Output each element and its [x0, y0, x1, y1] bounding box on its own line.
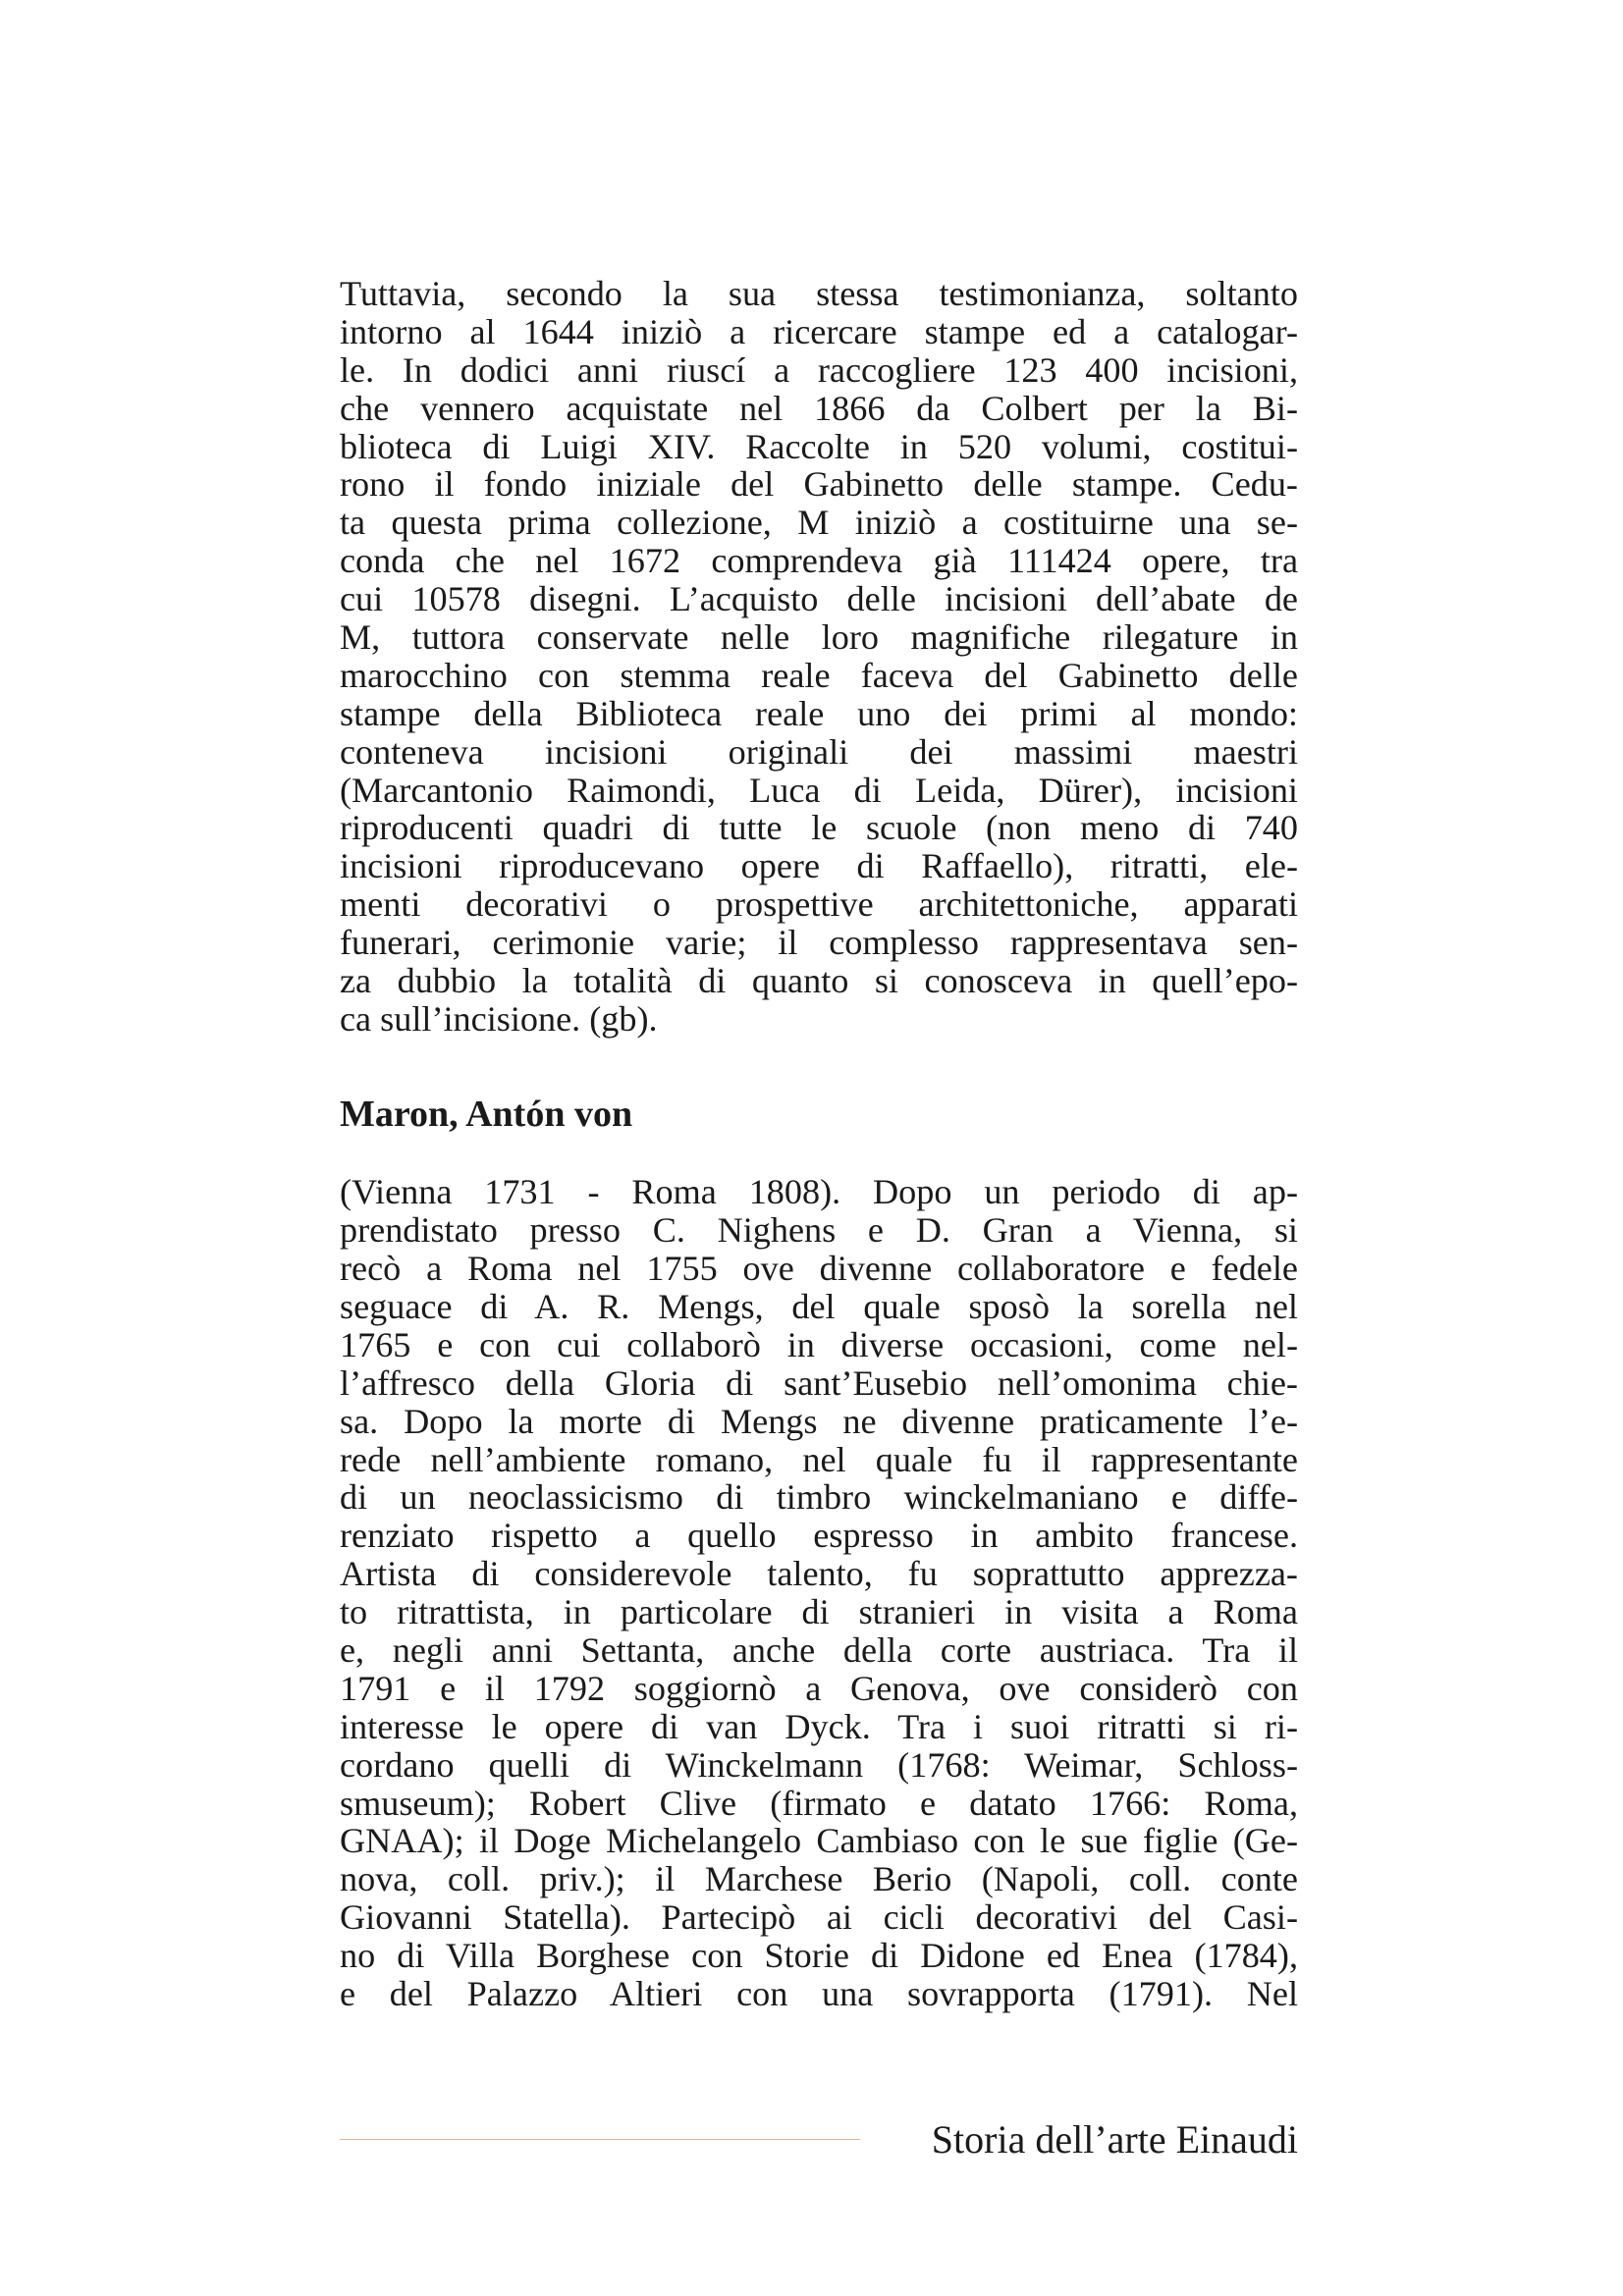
text-line: sa. Dopo la morte di Mengs ne divenne praticamente l’e-: [340, 1401, 1298, 1441]
text-line: to ritrattista, in particolare di stranieri in visita a Roma: [340, 1592, 1298, 1632]
text-line: rono il fondo iniziale del Gabinetto delle stampe. Cedu-: [340, 464, 1298, 505]
text-line: che vennero acquistate nel 1866 da Colbert per la Bi-: [340, 388, 1298, 428]
text-line: e, negli anni Settanta, anche della corte austriaca. Tra il: [340, 1630, 1298, 1671]
text-line: GNAA); il Doge Michelangelo Cambiaso con le sue figlie (Ge-: [340, 1821, 1298, 1861]
text-line: za dubbio la totalità di quanto si conosceva in quell’epo-: [340, 961, 1298, 1001]
text-line: le. In dodici anni riuscí a raccogliere 123 400 incisioni,: [340, 349, 1298, 390]
text-line: (Marcantonio Raimondi, Luca di Leida, Dürer), incisioni: [340, 770, 1298, 810]
text-line: e del Palazzo Altieri con una sovrapporta (1791). Nel: [340, 1974, 1298, 2014]
text-line: blioteca di Luigi XIV. Raccolte in 520 volumi, costitui-: [340, 426, 1298, 466]
text-line: stampe della Biblioteca reale uno dei primi al mondo:: [340, 693, 1298, 733]
text-line: intorno al 1644 iniziò a ricercare stampe ed a catalogar-: [340, 311, 1298, 351]
text-line: Giovanni Statella). Partecipò ai cicli decorativi del Casi-: [340, 1897, 1298, 1938]
text-line: Tuttavia, secondo la sua stessa testimonianza, soltanto: [340, 274, 1298, 313]
footer-rule: [340, 2139, 860, 2140]
text-line: Artista di considerevole talento, fu soprattutto apprezza-: [340, 1554, 1298, 1594]
text-line: (Vienna 1731 - Roma 1808). Dopo un periodo di ap-: [340, 1172, 1298, 1212]
page-footer: [340, 2110, 1298, 2169]
intro-paragraph: [340, 275, 1298, 1039]
text-line: nova, coll. priv.); il Marchese Berio (Napoli, coll. conte: [340, 1859, 1298, 1899]
text-line: 1791 e il 1792 soggiornò a Genova, ove considerò con: [340, 1668, 1298, 1708]
text-line: rede nell’ambiente romano, nel quale fu il rappresentante: [340, 1439, 1298, 1479]
footer-title: Storia dell’arte Einaudi: [931, 2117, 1298, 2162]
text-line: ca sull’incisione. (gb).: [340, 998, 658, 1039]
text-line: seguace di A. R. Mengs, del quale sposò la sorella nel: [340, 1287, 1298, 1327]
text-line: l’affresco della Gloria di sant’Eusebio nell’omonima chie-: [340, 1362, 1298, 1403]
text-line: 1765 e con cui collaborò in diverse occasioni, come nel-: [340, 1324, 1298, 1364]
text-line: menti decorativi o prospettive architettoniche, apparati: [340, 884, 1298, 925]
text-line: M, tuttora conservate nelle loro magnifiche rilegature in: [340, 617, 1298, 658]
entry-paragraph: [340, 1173, 1298, 2013]
text-line: smuseum); Robert Clive (firmato e datato 1766: Roma,: [340, 1783, 1298, 1823]
text-line: cordano quelli di Winckelmann (1768: Weimar, Schloss-: [340, 1744, 1298, 1785]
text-line: funerari, cerimonie varie; il complesso rappresentava sen-: [340, 923, 1298, 963]
text-line: conteneva incisioni originali dei massimi maestri: [340, 731, 1298, 772]
text-line: ta questa prima collezione, M iniziò a costituirne una se-: [340, 503, 1298, 543]
entry-heading: Maron, Antón von: [340, 1093, 633, 1135]
text-line: marocchino con stemma reale faceva del Gabinetto delle: [340, 655, 1298, 695]
text-line: incisioni riproducevano opere di Raffaello), ritratti, ele-: [340, 846, 1298, 886]
page-body: [340, 275, 1298, 2013]
text-line: interesse le opere di van Dyck. Tra i suoi ritratti si ri-: [340, 1706, 1298, 1746]
text-line: recò a Roma nel 1755 ove divenne collaboratore e fedele: [340, 1249, 1298, 1289]
text-line: renziato rispetto a quello espresso in ambito francese.: [340, 1516, 1298, 1556]
text-line: riproducenti quadri di tutte le scuole (non meno di 740: [340, 808, 1298, 848]
text-line: cui 10578 disegni. L’acquisto delle incisioni dell’abate de: [340, 579, 1298, 619]
text-line: no di Villa Borghese con Storie di Didone ed Enea (1784),: [340, 1936, 1298, 1976]
text-line: conda che nel 1672 comprendeva già 111424 opere, tra: [340, 541, 1298, 581]
text-line: prendistato presso C. Nighens e D. Gran a Vienna, si: [340, 1210, 1298, 1251]
text-line: di un neoclassicismo di timbro winckelmaniano e diffe-: [340, 1477, 1298, 1518]
